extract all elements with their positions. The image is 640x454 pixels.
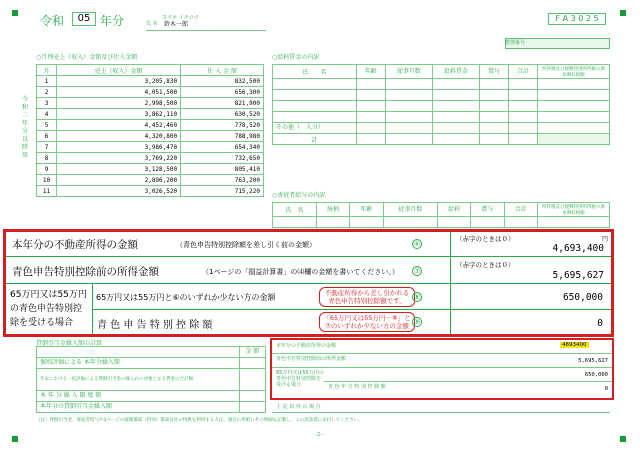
deduction-amount-value: 650,000 (562, 292, 603, 303)
sales-value: 3,205,830 (57, 76, 181, 87)
table-row (37, 131, 264, 142)
excl-col-bonus: 賞与 (471, 203, 504, 217)
col-label: 氏 (302, 69, 309, 76)
sales-value: 4,051,500 (57, 87, 181, 98)
pre-deduction-row (6, 257, 611, 284)
sales-value: 2,998,500 (57, 98, 181, 109)
lower-left-table (36, 346, 266, 413)
wages-col-salary: 給料賃金 (432, 65, 479, 79)
excl-col-salary: 給料 (437, 203, 470, 217)
month: 5 (37, 120, 57, 131)
name-furigana: スズキ イチロウ (162, 15, 199, 21)
table-row (37, 186, 264, 197)
month: 11 (37, 186, 57, 197)
small-row-1: 本年分の不動産所得の金額 (276, 343, 337, 349)
pre-deduction-value: 5,695,627 (552, 270, 604, 281)
blue-deduction-value: 0 (597, 318, 603, 329)
excl-col-relation: 続柄 (316, 203, 349, 217)
wages-col-name (273, 65, 357, 79)
corner-mark-top-left (12, 10, 18, 16)
exclusive-title: ○専従者給与の内訳 (272, 192, 326, 199)
small-value-2: 5,695,627 (578, 358, 608, 364)
purchase-value: 788,980 (181, 131, 264, 142)
small-value-4: 0 (604, 386, 608, 392)
yen-unit: 円 (602, 236, 609, 243)
wages-col-age: 年齢 (356, 65, 385, 79)
income-row (6, 232, 611, 257)
table-row (37, 153, 264, 164)
small-divider-1 (272, 353, 612, 354)
sales-value: 2,896,200 (57, 175, 181, 186)
sales-value: 4,452,460 (57, 120, 181, 131)
month: 9 (37, 164, 57, 175)
col-label: 名 (320, 69, 327, 76)
month: 2 (37, 87, 57, 98)
month: 3 (37, 98, 57, 109)
form-code: F A 3 0 2 5 (548, 13, 606, 25)
purchase-value: 805,410 (181, 164, 264, 175)
original-deduction-section (270, 338, 614, 400)
wages-col-bonus: 賞与 (480, 65, 509, 79)
sales-value: 3,026,520 (57, 186, 181, 197)
blue-deduction-label: 青 色 申 告 特 別 控 除 額 (97, 320, 213, 331)
income-label: 本年分の不動産所得の金額 (12, 239, 138, 251)
deduction-case-label: 65万円又は55万円の青色申告特別控除を受ける場合 (10, 290, 87, 328)
wages-col-months: 従事月数 (385, 65, 432, 79)
sales-value: 3,862,110 (57, 109, 181, 120)
table-row (37, 164, 264, 175)
blue-deduction-row (93, 310, 611, 334)
lower-row-label: 本年分の貸倒引当金繰入額 (37, 402, 240, 413)
bottom-rule (272, 412, 610, 413)
footnote: （注）貸倒引当金、専従者給与や3ページの減価償却（特別）償却以外の特典を利用する人は、適宜の用紙にその明細を記載し、この決算書に添付してください。 (36, 418, 363, 423)
sales-value: 3,128,500 (57, 164, 181, 175)
small-row-4: 青 色 申 告 特 別 控 除 額 (328, 384, 386, 390)
table-row (37, 120, 264, 131)
small-divider-3 (324, 381, 612, 382)
pre-deduction-label: 青色申告特別控除前の所得金額 (12, 266, 159, 278)
lower-row-label: 本 年 分 繰 入 限 度 額 (37, 391, 240, 402)
blue-deduction-note: 「65万円又は55万円－⑧」と⑦のいずれか少ない方の金額 (319, 312, 415, 332)
pre-deduction-note: （1ページの「損益計算書」の⑷欄の金額を書いてください。） (202, 268, 399, 276)
deduction-amount-note: 不動産所得から差し引かれる青色申告特別控除額です。 (319, 287, 415, 307)
value-column-divider (450, 232, 451, 334)
monthly-table (36, 64, 264, 197)
table-row (37, 87, 264, 98)
small-row-3: 65万円又は55万円の青色申告特別控除を受ける場合 (276, 370, 324, 388)
name-underline (146, 30, 266, 31)
wages-title: ○給料賃金の内訳 (272, 54, 320, 61)
month: 8 (37, 153, 57, 164)
real-estate-income-panel (3, 229, 614, 337)
month: 1 (37, 76, 57, 87)
table-row (37, 142, 264, 153)
monthly-side-label: 令和二年分以降用 (22, 96, 29, 159)
exclusive-table (272, 202, 610, 228)
purchase-value: 630,520 (181, 109, 264, 120)
excl-col-months: 従事月数 (383, 203, 437, 217)
table-row (37, 175, 264, 186)
excl-col-total: 合計 (504, 203, 537, 217)
month: 10 (37, 175, 57, 186)
col-sales: 売上（収入）金額 (57, 65, 181, 76)
year-value: 05 (77, 13, 91, 24)
income-hint: （赤字のときは０） (456, 235, 515, 243)
wages-other-label: その他（ 人分） (273, 123, 357, 134)
table-row (37, 109, 264, 120)
wages-table (272, 64, 610, 145)
lower-row-label: 個別評価による 本年分繰入額 (37, 358, 240, 369)
month: 7 (37, 142, 57, 153)
col-month: 月 (37, 65, 57, 76)
table-row (37, 98, 264, 109)
year-box (72, 12, 96, 26)
lower-left-title: 貸倒引当金繰入額の計算 (36, 340, 103, 347)
pre-deduction-hint: （赤字のときは０） (456, 261, 515, 269)
wages-col-tax: 所得税及び復興特別所得税の源泉徴収税額 (538, 65, 610, 79)
monthly-title: ○月別売上（収入）金額及び仕入金額 (36, 54, 138, 61)
sales-value: 3,769,220 (57, 153, 181, 164)
table-row (37, 76, 264, 87)
amount-col: 金 額 (239, 347, 265, 358)
item-number-7: ⑦ (413, 267, 421, 275)
col-label: 名 (297, 207, 304, 214)
purchase-value: 821,900 (181, 98, 264, 109)
sales-value: 3,986,470 (57, 142, 181, 153)
corner-mark-top-right (620, 10, 626, 16)
purchase-value: 715,220 (181, 186, 264, 197)
income-value: 4,693,400 (552, 243, 604, 254)
name-label: 氏 名 (146, 21, 158, 27)
excl-col-name (273, 203, 317, 217)
wages-total-label: 計 (273, 134, 357, 145)
deduction-amount-label: 65万円又は55万円と⑥のいずれか少ない方の金額 (96, 293, 276, 302)
col-purchase: 仕 入 金 額 (181, 65, 264, 76)
purchase-value: 732,650 (181, 153, 264, 164)
lower-row-label: 年末における一括評価による貸倒引当金の繰入れの対象となる貸金の合計額 (37, 369, 240, 391)
income-note: （青色申告特別控除額を差し引く前の金額） (176, 241, 316, 249)
sales-value: 4,320,800 (57, 131, 181, 142)
item-number-9: ⑨ (413, 318, 421, 326)
purchase-value: 654,340 (181, 142, 264, 153)
name-value: 鈴木一郎 (164, 21, 189, 28)
purchase-value: 778,520 (181, 120, 264, 131)
purchase-value: 656,300 (181, 87, 264, 98)
purchase-value: 832,500 (181, 76, 264, 87)
purchase-value: 763,200 (181, 175, 264, 186)
wages-col-total: 合計 (509, 65, 538, 79)
deduction-amount-row (93, 284, 611, 310)
small-value-1: 4693400 (562, 342, 587, 348)
month: 4 (37, 109, 57, 120)
item-number-6: ⑥ (413, 240, 421, 248)
small-divider-2 (272, 367, 612, 368)
corner-mark-bottom-left (12, 436, 18, 442)
corner-mark-bottom-right (620, 436, 626, 442)
month: 6 (37, 131, 57, 142)
small-value-3: 650,000 (584, 372, 608, 378)
col-label: 氏 (285, 207, 292, 214)
id-label: 整理番号 (505, 40, 526, 46)
year-suffix: 年分 (100, 14, 125, 28)
era-label: 令和 (40, 14, 65, 28)
excl-col-age: 年齢 (350, 203, 383, 217)
small-row-2: 青色申告特別控除前の所得金額 (276, 356, 347, 362)
excl-col-tax: 所得税及び復興特別所得税の源泉徴収税額 (538, 203, 610, 217)
page-number: －2－ (312, 432, 326, 438)
small-row-5: 上 記 以 外 の 場 合 (276, 404, 321, 410)
item-number-8: ⑧ (413, 293, 421, 301)
